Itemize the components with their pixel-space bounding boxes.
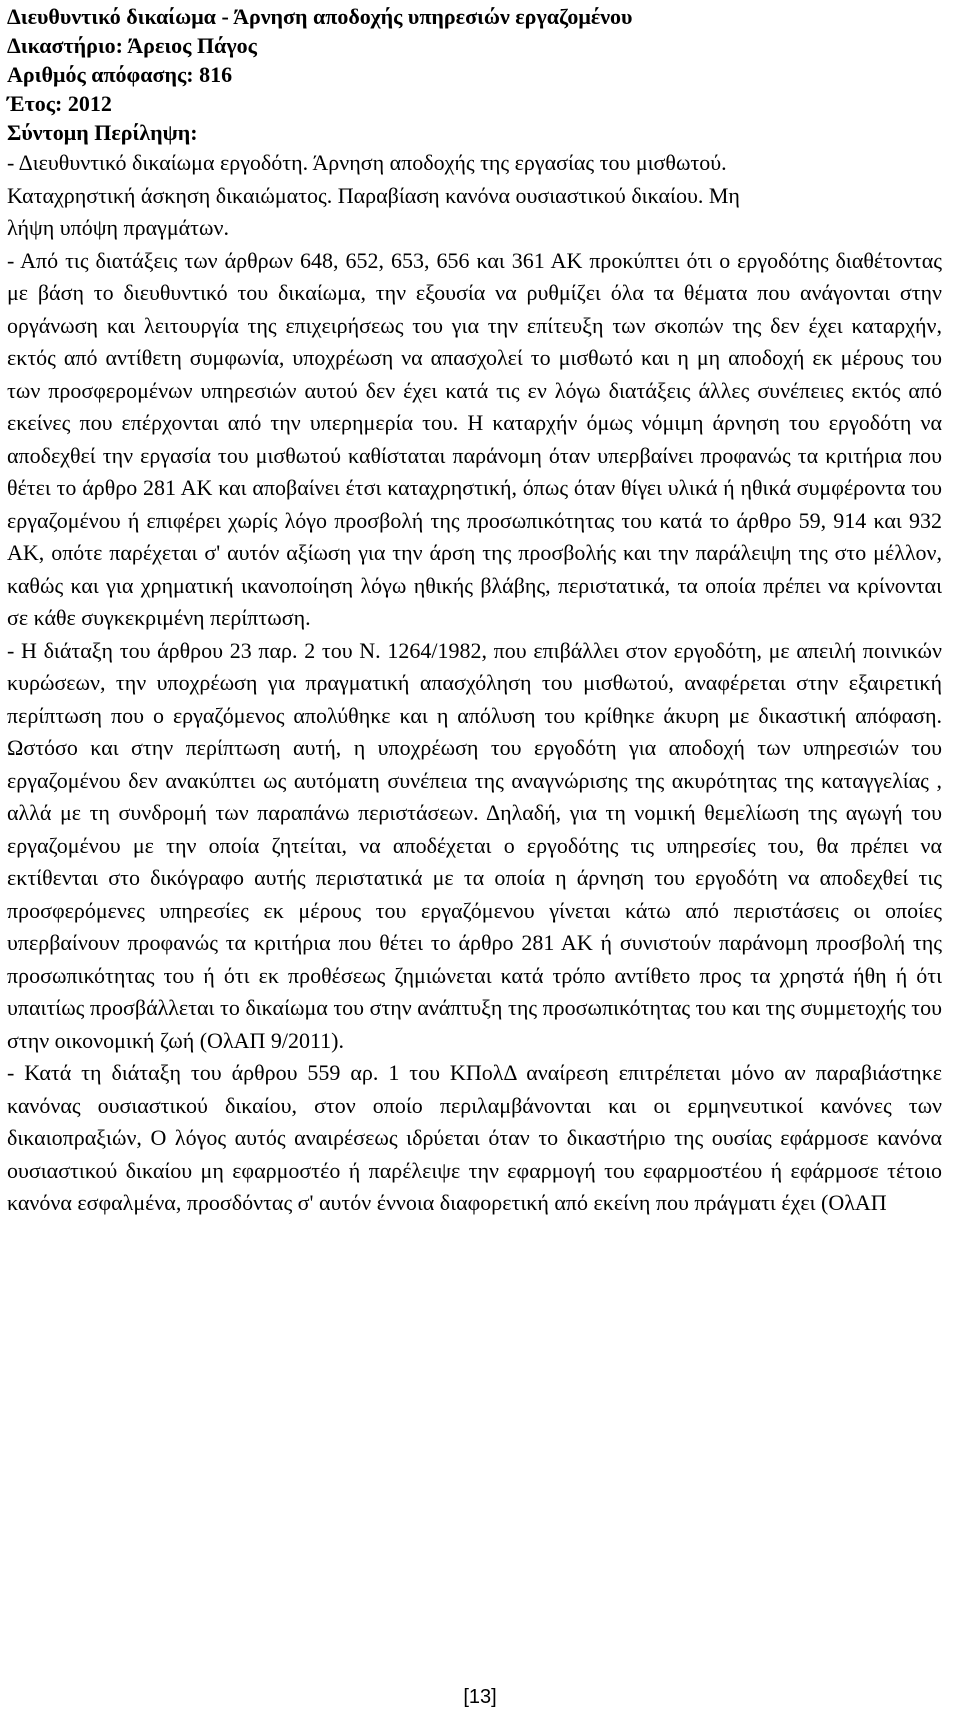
decision-year: Έτος: 2012 xyxy=(7,91,112,116)
body-paragraph: - Η διάταξη του άρθρου 23 παρ. 2 του Ν. 1264/1982, που επιβάλλει στον εργοδότη, με απειλή ποινικών κυρώσεων, την υποχρέωση για πραγματική απασχόληση του μισθωτού, αναφέρεται στην εξαιρετική περίπτωση που ο εργαζόμενος απολύθηκε και η απόλυση του κρίθηκε άκυρη με δικαστική απόφαση. Ωστόσο και στην περίπτωση αυτή, η υποχρέωση του εργοδότη για αποδοχή των υπηρεσιών του εργαζομένου δεν ανακύπτει ως αυτόματη συνέπεια της αναγνώρισης της ακυρότητας της καταγγελίας , αλλά με τη συνδρομή των παραπάνω περιστάσεων. Δηλαδή, για τη νομική θεμελίωση της αγωγή του εργαζομένου με την οποία ζητείται, να αποδέχεται ο εργοδότης τις υπηρεσίες του, θα πρέπει να εκτίθενται στο δικόγραφο αυτής περιστατικά με τα οποία η άρνηση του εργοδότη να αποδεχθεί τις προσφερόμενες υπηρεσίες εκ μέρους του εργαζόμενου γίνεται κάτω από περιστάσεις οι οποίες υπερβαίνουν προφανώς τα κριτήρια που θέτει το άρθρο 281 ΑΚ ή συνιστούν παράνομη προσβολή της προσωπικότητας του ή ότι εκ προθέσεως ζημιώνεται κατά τρόπο αντίθετο προς τα χρηστά ήθη ή ότι υπαιτίως προσβάλλεται το δικαίωμα του στην ανάπτυξη της προσωπικότητας του και της συμμετοχής του στην οικονομική ζωή (ΟλΑΠ 9/2011). xyxy=(7,637,942,1053)
decision-number: Αριθμός απόφασης: 816 xyxy=(7,62,233,87)
summary-label: Σύντομη Περίληψη: xyxy=(7,120,198,145)
court-label: Δικαστήριο: Άρειος Πάγος xyxy=(7,33,257,58)
document-title: Διευθυντικό δικαίωμα - Άρνηση αποδοχής υπηρεσιών εργαζομένου xyxy=(7,4,633,29)
body-paragraph: - Κατά τη διάταξη του άρθρου 559 αρ. 1 του ΚΠολΔ αναίρεση επιτρέπεται μόνο αν παραβιάστηκε κανόνας ουσιαστικού δικαίου, στον οποίο περιλαμβάνονται και οι ερμηνευτικοί κανόνες των δικαιοπραξιών, Ο λόγος αυτός αναιρέσεως ιδρύεται όταν το δικαστήριο της ουσίας εφάρμοσε κανόνα ουσιαστικού δικαίου μη εφαρμοστέο ή παρέλειψε την εφαρμογή του εφαρμοστέου ή εφάρμοσε τέτοιο κανόνα εσφαλμένα, προσδόντας σ' αυτόν έννοια διαφορετική από εκείνη που πράγματι έχει (ΟλΑΠ xyxy=(7,1060,942,1215)
summary-line: λήψη υπόψη πραγμάτων. xyxy=(7,215,229,240)
summary-line: - Διευθυντικό δικαίωμα εργοδότη. Άρνηση αποδοχής της εργασίας του μισθωτού. xyxy=(7,150,727,175)
page-number: [13] xyxy=(463,1686,497,1708)
summary-line: Καταχρηστική άσκηση δικαιώματος. Παραβίαση κανόνα ουσιαστικού δικαίου. Μη xyxy=(7,182,740,208)
body-paragraph: - Από τις διατάξεις των άρθρων 648, 652, 653, 656 και 361 ΑΚ προκύπτει ότι ο εργοδότης διαθέτοντας με βάση το διευθυντικό του δικαίωμα, την εξουσία να ρυθμίζει όλα τα θέματα που ανάγονται στην οργάνωση και λειτουργία της επιχειρήσεως του για την επίτευξη των σκοπών της δεν έχει καταρχήν, εκτός από αντίθετη συμφωνία, υποχρέωση να απασχολεί το μισθωτό και η μη αποδοχή εκ μέρους του των προσφερομένων υπηρεσιών αυτού δεν έχει κατά τις εν λόγω διατάξεις άλλες συνέπειες εκτός από εκείνες που επέρχονται από την υπερημερία του. Η καταρχήν όμως νόμιμη άρνηση του εργοδότη να αποδεχθεί την εργασία του μισθωτού καθίσταται παράνομη όταν υπερβαίνει προφανώς τα κριτήρια που θέτει το άρθρο 281 ΑΚ και αποβαίνει έτσι καταχρηστική, όπως όταν θίγει υλικά ή ηθικά συμφέροντα του εργαζομένου ή επιφέρει χωρίς λόγο προσβολή της προσωπικότητας του κατά το άρθρο 59, 914 και 932 ΑΚ, οπότε παρέχεται σ' αυτόν αξίωση για την άρση της προσβολής και την παράλειψη της στο μέλλον, καθώς και για χρηματική ικανοποίηση λόγω ηθικής βλάβης, περιστατικά, τα οποία πρέπει να κρίνονται σε κάθε συγκεκριμένη περίπτωση. xyxy=(7,247,942,630)
